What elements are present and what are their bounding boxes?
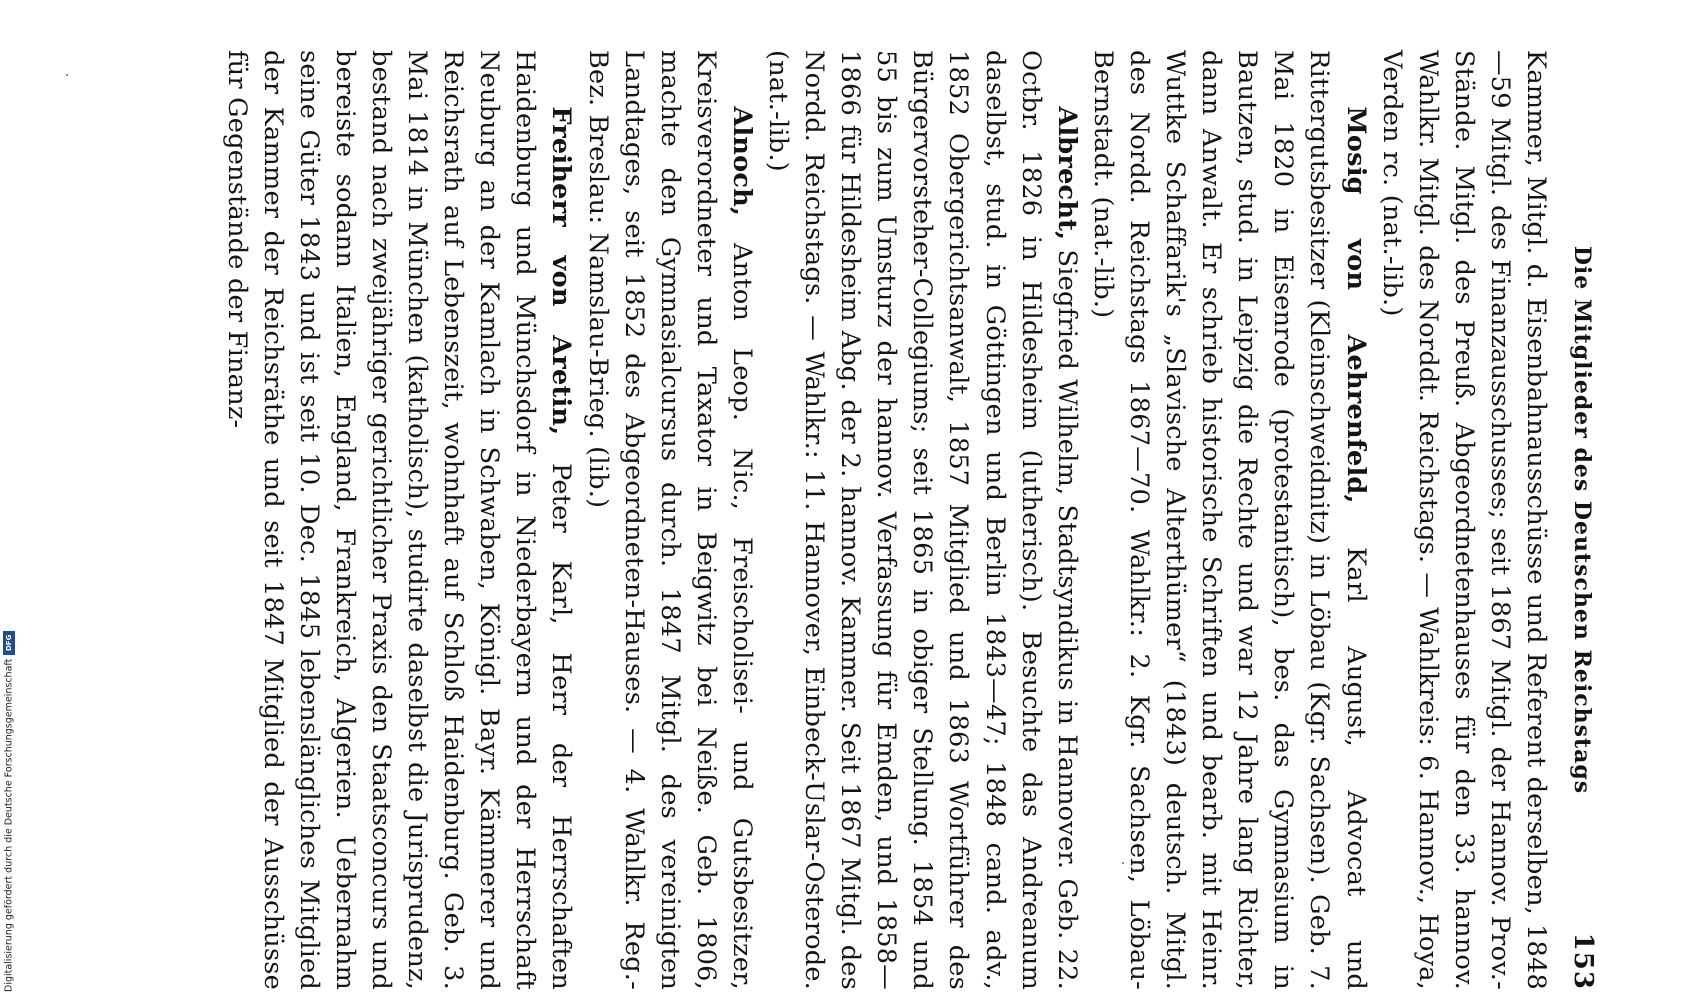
dfg-logo-icon: DFG: [3, 631, 15, 655]
paragraph-continuation: [1374, 50, 1554, 990]
body-text: [219, 50, 1554, 990]
entry-name: Albrecht,: [1051, 106, 1082, 241]
digitization-credit: [2, 614, 16, 992]
credit-text: Digitalisierung gefördert durch die Deutsche Forschungsgemeinschaft: [3, 658, 15, 992]
paragraph-text: Kammer, Mitgl. d. Eisenbahnausschüsse und Referent derselben, 1848—59 Mitgl. des Finanzausschusses; seit 1867 Mitgl. der Hannov. Prov.-Stände. Mitgl. des Preuß. Abgeordnetenhauses für den 33. hannov. Wahlkr. Mitgl. des Norddt. Reichstags. — Wahlkreis: 6. Hannov., Hoya, Verden rc. (nat.-lib.): [1376, 50, 1551, 990]
entry-text: Karl August, Advocat und Rittergutsbesitzer (Kleinschweidnitz) in Löbau (Kgr. Sachsen). Geb. 7. Mai 1820 in Eisenrode (protestantisch), bes. das Gymnasium in Bautzen, stud. in Leipzig die Rechte und war 12 Jahre lang Richter, dann Anwalt. Er schrieb historische Schriften und bearb. mit Heinr. Wuttke Schaffarik's „Slavische Alterthümer“ (1843) deutsch. Mitgl. des Nordd. Reichstags 1867—70. Wahlkr.: 2. Kgr. Sachsen, Löbau-Bernstadt. (nat.-lib.): [1087, 50, 1371, 990]
entry-albrecht: [760, 50, 1085, 990]
entry-alnoch: [579, 50, 759, 990]
entry-name: Mosig von Aehrenfeld,: [1340, 106, 1371, 504]
scan-speck: [66, 74, 68, 76]
running-head-title: Die Mitglieder des Deutschen Reichstags: [1569, 245, 1595, 795]
entry-name: Freiherr von Aretin,: [546, 106, 577, 436]
entry-aretin: [219, 50, 580, 990]
entry-text: Siegfried Wilhelm, Stadtsyndikus in Hannover. Geb. 22. Octbr. 1826 in Hildesheim (lutherisch). Besuchte das Andreanum daselbst, stud. in Göttingen und Berlin 1843—47; 1848 cand. adv., 1852 Obergerichtsanwalt, 1857 Mitglied und 1863 Wortführer des Bürgervorsteher-Collegiums; seit 1865 in obiger Stellung. 1854 und 55 bis zum Umsturz der hannov. Verfassung für Emden, und 1858—1866 für Hildesheim Abg. der 2. hannov. Kammer. Seit 1867 Mitgl. des Nordd. Reichstags. — Wahlkr.: 11. Hannover, Einbeck-Uslar-Osterode. (nat.-lib.): [763, 50, 1082, 990]
entry-name: Alnoch,: [726, 106, 757, 217]
running-head: [1554, 50, 1598, 990]
entry-mosig: [1085, 50, 1374, 990]
page-number: 153: [1568, 932, 1598, 990]
scan-speck: [1122, 862, 1124, 864]
entry-text: Anton Leop. Nic., Freischolisei- und Gutsbesitzer, Kreisverordneter und Taxator in Beigwitz bei Neiße. Geb. 1806, machte den Gymnasialcursus durch. 1847 Mitgl. des vereinigten Landtages, seit 1852 des Abgeordneten-Hauses. — 4. Wahlkr. Reg.-Bez. Breslau: Namslau-Brieg. (lib.): [582, 50, 757, 990]
entry-text: Peter Karl, Herr der Herrschaften Haidenburg und Münchsdorf in Niederbayern und der Herrschaft Neuburg an der Kamlach in Schwaben, Königl. Bayr. Kämmerer und Reichsrath auf Lebenszeit, wohnhaft auf Schloß Haidenburg. Geb. 3. Mai 1814 in München (katholisch), studirte daselbst die Jurisprudenz, bestand nach zweijähriger gerichtlicher Praxis den Staatsconcurs und bereiste sodann Italien, England, Frankreich, Algerien. Uebernahm seine Güter 1843 und ist seit 10. Dec. 1845 lebenslängliches Mitglied der Kammer der Reichsräthe und seit 1847 Mitglied der Ausschüsse für Gegenstände der Finanz-: [221, 50, 577, 990]
document-page: [158, 40, 1598, 1000]
